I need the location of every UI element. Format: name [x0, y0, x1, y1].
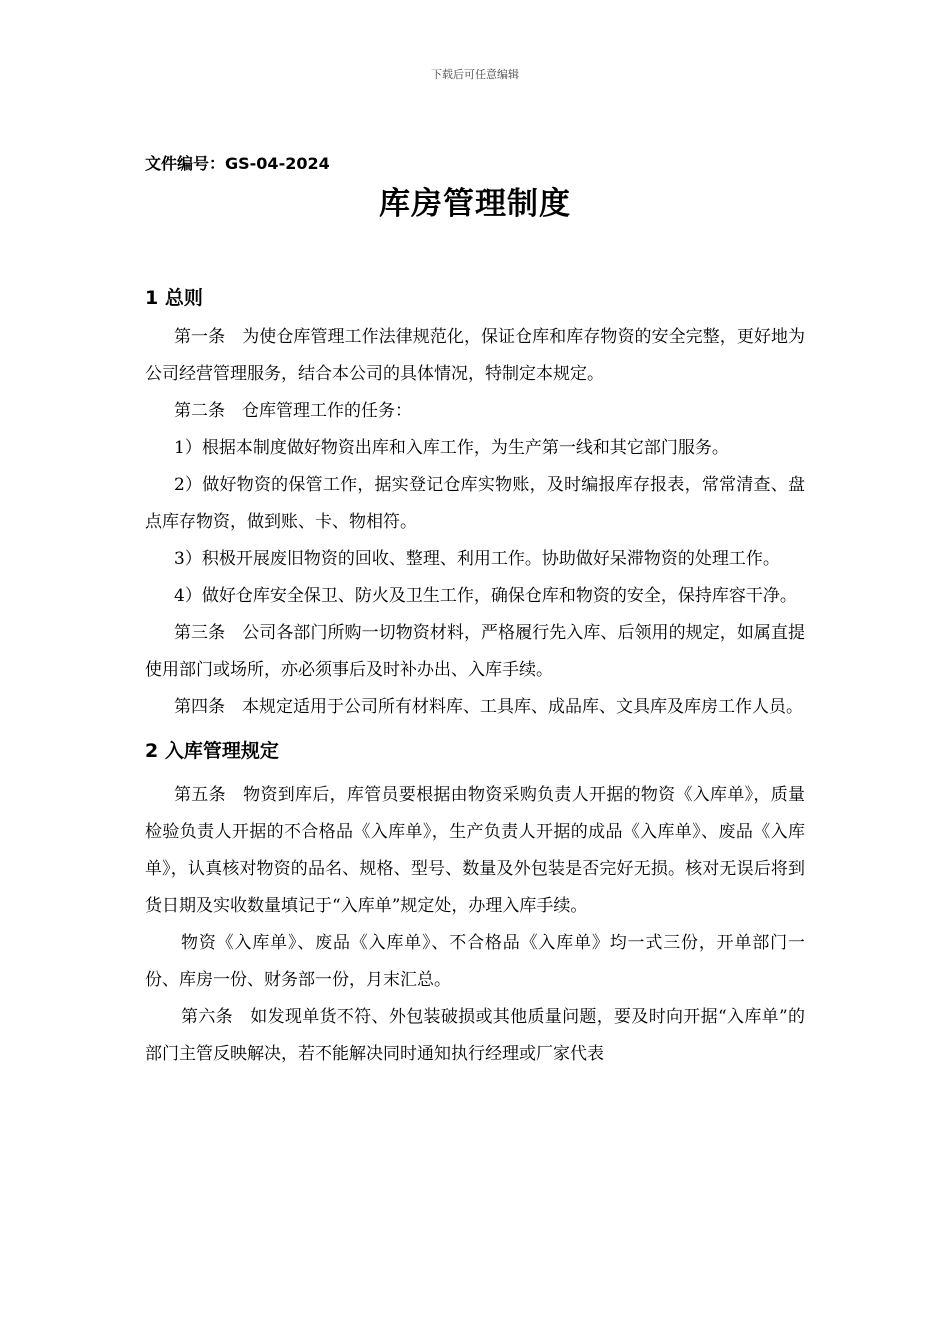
paragraph: 第三条 公司各部门所购一切物资材料，严格履行先入库、后领用的规定，如属直提使用部门或场所，亦必须事后及时补办出、入库手续。: [145, 623, 805, 680]
list-item: 3）积极开展废旧物资的回收、整理、利用工作。协助做好呆滞物资的处理工作。: [174, 549, 780, 569]
list-item: 2）做好物资的保管工作，据实登记仓库实物账，及时编报库存报表，常常清查、盘点库存物资，做到账、卡、物相符。: [145, 475, 805, 532]
page-header: 下载后可任意编辑: [431, 68, 519, 81]
paragraph: 第二条 仓库管理工作的任务：: [174, 401, 412, 421]
document-body: [145, 283, 805, 1073]
paragraph: 第一条 为使仓库管理工作法律规范化，保证仓库和库存物资的安全完整，更好地为公司经营管理服务，结合本公司的具体情况，特制定本规定。: [145, 327, 805, 384]
document-number: 文件编号：GS-04-2024: [145, 154, 330, 173]
section-heading: 1 总则: [145, 287, 203, 309]
paragraph: 第五条 物资到库后，库管员要根据由物资采购负责人开据的物资《入库单》，质量检验负责人开据的不合格品《入库单》，生产负责人开据的成品《入库单》、废品《入库单》，认真核对物资的品名、规格、型号、数量及外包装是否完好无损。核对无误后将到货日期及实收数量填记于“入库单”规定处，办理入库手续。: [145, 785, 805, 916]
paragraph: 第六条 如发现单货不符、外包装破损或其他质量问题，要及时向开据“入库单”的部门主管反映解决，若不能解决同时通知执行经理或厂家代表: [145, 1007, 805, 1064]
list-item: 1）根据本制度做好物资出库和入库工作，为生产第一线和其它部门服务。: [174, 438, 729, 458]
document-title: 库房管理制度: [379, 186, 571, 222]
list-item: 4）做好仓库安全保卫、防火及卫生工作，确保仓库和物资的安全，保持库容干净。: [174, 586, 797, 606]
section-heading: 2 入库管理规定: [145, 740, 279, 762]
paragraph: 物资《入库单》、废品《入库单》、不合格品《入库单》均一式三份，开单部门一份、库房一份、财务部一份，月末汇总。: [145, 933, 805, 990]
paragraph: 第四条 本规定适用于公司所有材料库、工具库、成品库、文具库及库房工作人员。: [174, 697, 803, 717]
